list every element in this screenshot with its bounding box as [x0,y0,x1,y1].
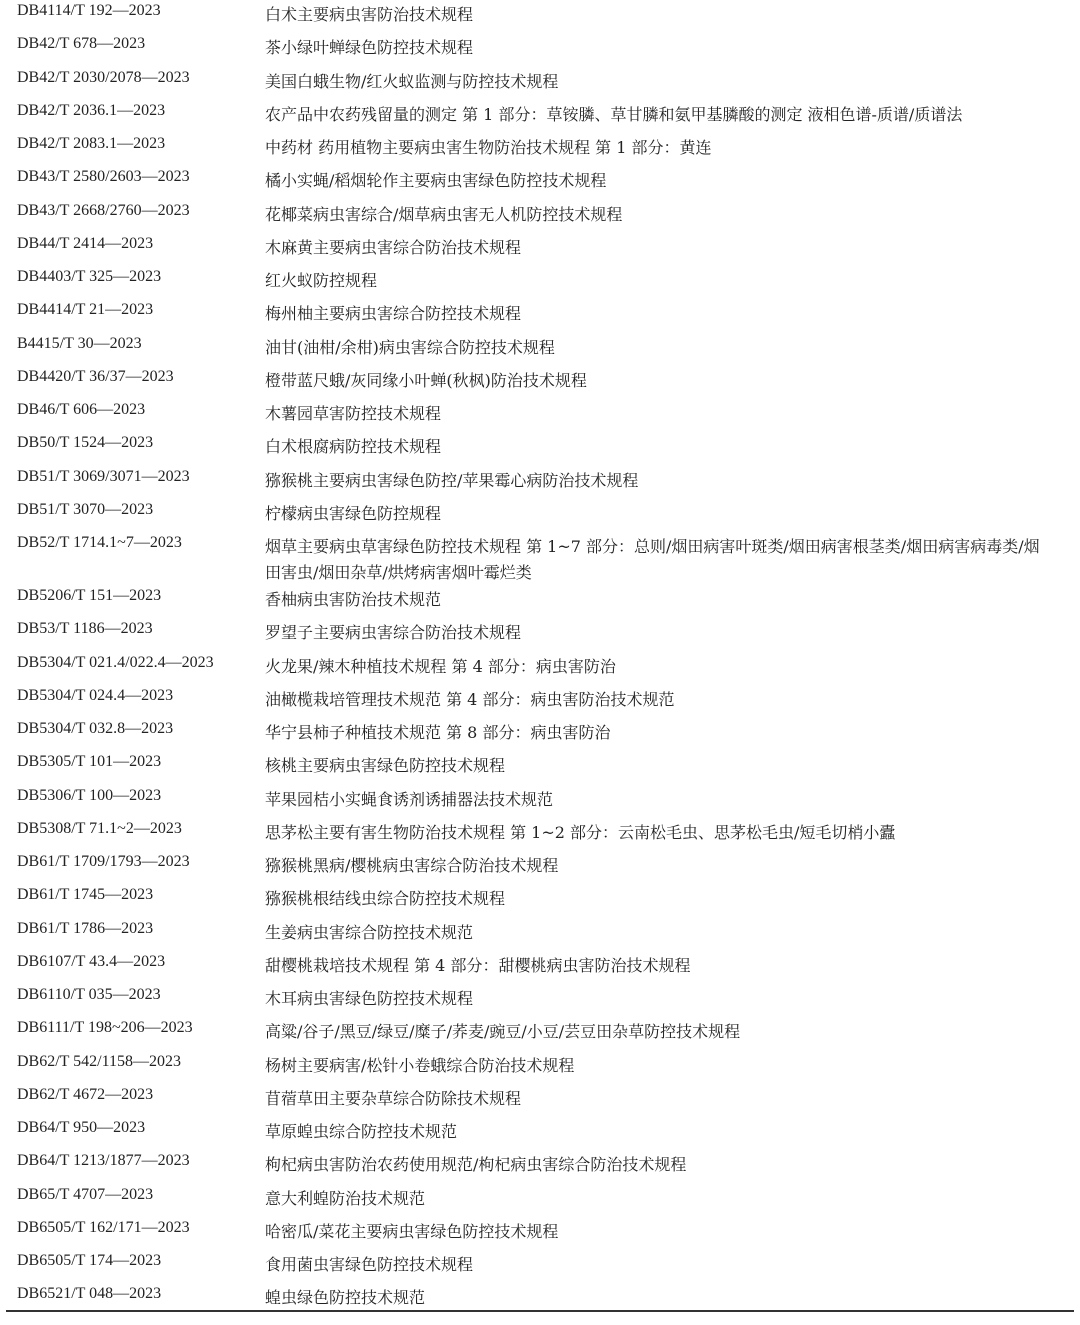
table-bottom-rule [6,1310,1074,1312]
standard-title: 猕猴桃黑病/樱桃病虫害综合防治技术规程 [265,856,559,875]
standard-title: 烟草主要病虫草害绿色防控技术规程 第 1~7 部分：总则/烟田病害叶斑类/烟田病害根茎类/烟田病害病毒类/烟田害虫/烟田杂草/烘烤病害烟叶霉烂类 [265,537,1040,582]
standard-code: DB43/T 2580/2603—2023 [17,168,190,186]
standard-title: 猕猴桃主要病虫害绿色防控/苹果霉心病防治技术规程 [265,470,639,490]
standard-title: 橙带蓝尺蛾/灰同缘小叶蝉(秋枫)防治技术规程 [265,370,587,390]
standard-code: DB4420/T 36/37—2023 [17,367,174,385]
table-row [0,166,1080,199]
standard-code: DB62/T 542/1158—2023 [17,1052,182,1070]
standard-code: DB4414/T 21—2023 [17,301,154,319]
table-row [0,718,1080,751]
table-row [0,299,1080,332]
standard-code: DB51/T 3069/3071—2023 [17,467,190,485]
table-row [0,200,1080,233]
standard-title: 木麻黄主要病虫害综合防治技术规程 [265,237,522,257]
table-row [0,1051,1080,1084]
standard-title: 生姜病虫害综合防控技术规范 [265,922,474,942]
standard-title: 梅州柚主要病虫害综合防控技术规程 [265,304,522,324]
table-row [0,918,1080,951]
standard-code: DB5304/T 032.8—2023 [17,720,174,737]
standard-code: DB61/T 1709/1793—2023 [17,853,190,870]
standard-code: DB6110/T 035—2023 [17,986,161,1003]
table-row [0,1250,1080,1283]
standard-code: DB6505/T 174—2023 [17,1252,162,1269]
standard-code: DB50/T 1524—2023 [17,434,154,452]
standard-title: 哈密瓜/菜花主要病虫害绿色防控技术规程 [265,1221,559,1241]
standard-code: DB4114/T 192—2023 [17,2,161,19]
table-row [0,652,1080,685]
table-row [0,399,1080,432]
standard-code: DB5206/T 151—2023 [17,587,162,604]
standard-code: DB65/T 4707—2023 [17,1185,154,1203]
standard-title: 高粱/谷子/黑豆/绿豆/糜子/荞麦/豌豆/小豆/芸豆田杂草防控技术规程 [265,1022,741,1042]
table-row [0,984,1080,1017]
standard-title: 罗望子主要病虫害综合防治技术规程 [265,623,522,643]
standard-title: 中药材 药用植物主要病虫害生物防治技术规程 第 1 部分：黄连 [265,138,712,157]
standard-code: DB5304/T 024.4—2023 [17,686,174,704]
standard-code: DB51/T 3070—2023 [17,500,154,518]
table-row [0,585,1080,618]
table-row [0,884,1080,917]
standard-code: DB5304/T 021.4/022.4—2023 [17,653,214,671]
table-row [0,1184,1080,1217]
standard-code: DB6107/T 43.4—2023 [17,952,166,970]
standard-title: 杨树主要病害/松针小卷蛾综合防治技术规程 [265,1055,575,1075]
table-row [0,618,1080,651]
standard-title: 红火蚁防控规程 [265,271,378,290]
table-row [0,1150,1080,1183]
standard-code: DB5305/T 101—2023 [17,753,162,771]
standard-title: 油橄榄栽培管理技术规范 第 4 部分：病虫害防治技术规范 [265,689,675,709]
table-row [0,818,1080,851]
standard-code: DB6111/T 198~206—2023 [17,1019,193,1037]
standard-title: 花椰菜病虫害综合/烟草病虫害无人机防控技术规程 [265,204,623,224]
standard-code: DB4403/T 325—2023 [17,268,162,285]
standard-code: DB61/T 1786—2023 [17,919,154,937]
standard-title: 香柚病虫害防治技术规范 [265,590,442,609]
standard-title: 油甘(油柑/余柑)病虫害综合防控技术规程 [265,337,555,357]
standard-code: B4415/T 30—2023 [17,334,142,352]
standard-title: 苜蓿草田主要杂草综合防除技术规程 [265,1088,522,1108]
standard-title: 橘小实蝇/稻烟轮作主要病虫害绿色防控技术规程 [265,171,607,191]
standard-title: 食用菌虫害绿色防控技术规程 [265,1255,474,1274]
table-row [0,951,1080,984]
table-row [0,785,1080,818]
standard-code: DB42/T 2083.1—2023 [17,135,166,152]
standard-code: DB44/T 2414—2023 [17,234,154,252]
standard-title: 火龙果/辣木种植技术规程 第 4 部分：病虫害防治 [265,656,616,676]
standard-code: DB64/T 1213/1877—2023 [17,1152,190,1170]
standard-code: DB6505/T 162/171—2023 [17,1218,190,1236]
table-row [0,233,1080,266]
standard-title: 白术根腐病防控技术规程 [265,437,442,457]
table-row [0,432,1080,465]
standard-title: 草原蝗虫综合防控技术规范 [265,1122,458,1141]
table-row [0,33,1080,66]
standard-title: 甜樱桃栽培技术规程 第 4 部分：甜樱桃病虫害防治技术规程 [265,955,691,975]
table-row [0,1117,1080,1150]
table-row [0,532,1080,585]
table-row [0,67,1080,100]
table-row [0,466,1080,499]
standard-title: 木薯园草害防控技术规程 [265,404,442,423]
table-row [0,1017,1080,1050]
standard-title: 柠檬病虫害绿色防控规程 [265,503,442,523]
standard-title: 华宁县柿子种植技术规范 第 8 部分：病虫害防治 [265,723,611,742]
standard-title: 蝗虫绿色防控技术规范 [265,1288,426,1308]
standard-code: DB5308/T 71.1~2—2023 [17,819,182,837]
standard-code: DB42/T 2036.1—2023 [17,101,166,119]
standard-title: 枸杞病虫害防治农药使用规范/枸杞病虫害综合防治技术规程 [265,1155,687,1175]
standard-code: DB6521/T 048—2023 [17,1285,162,1303]
table-row [0,366,1080,399]
standard-code: DB53/T 1186—2023 [17,620,153,638]
table-row [0,100,1080,133]
standard-title: 茶小绿叶蝉绿色防控技术规程 [265,38,474,58]
standard-title: 美国白蛾生物/红火蚁监测与防控技术规程 [265,71,559,91]
standard-code: DB43/T 2668/2760—2023 [17,201,190,219]
standard-code: DB5306/T 100—2023 [17,786,162,804]
standard-title: 意大利蝗防治技术规范 [265,1188,426,1208]
standard-code: DB42/T 678—2023 [17,35,146,53]
table-row [0,685,1080,718]
standard-code: DB62/T 4672—2023 [17,1085,154,1103]
table-row [0,751,1080,784]
standard-code: DB52/T 1714.1~7—2023 [17,534,182,551]
standard-title: 思茅松主要有害生物防治技术规程 第 1~2 部分：云南松毛虫、思茅松毛虫/短毛切梢小蠹 [265,822,896,842]
table-row [0,133,1080,166]
standard-code: DB61/T 1745—2023 [17,886,154,904]
standard-code: DB42/T 2030/2078—2023 [17,68,190,86]
table-row [0,1217,1080,1250]
standard-title: 白术主要病虫害防治技术规程 [265,5,474,24]
standard-title: 苹果园桔小实蝇食诱剂诱捕器法技术规范 [265,789,554,809]
standard-code: DB64/T 950—2023 [17,1119,146,1136]
table-row [0,1084,1080,1117]
table-row [0,499,1080,532]
table-row [0,266,1080,299]
table-row [0,851,1080,884]
standard-title: 木耳病虫害绿色防控技术规程 [265,989,474,1008]
standard-title: 农产品中农药残留量的测定 第 1 部分：草铵膦、草甘膦和氨甲基膦酸的测定 液相色谱-质谱/质谱法 [265,104,963,124]
table-row [0,333,1080,366]
standard-title: 核桃主要病虫害绿色防控技术规程 [265,756,506,776]
table-row [0,0,1080,33]
standard-code: DB46/T 606—2023 [17,401,146,418]
standard-title: 猕猴桃根结线虫综合防控技术规程 [265,889,506,909]
